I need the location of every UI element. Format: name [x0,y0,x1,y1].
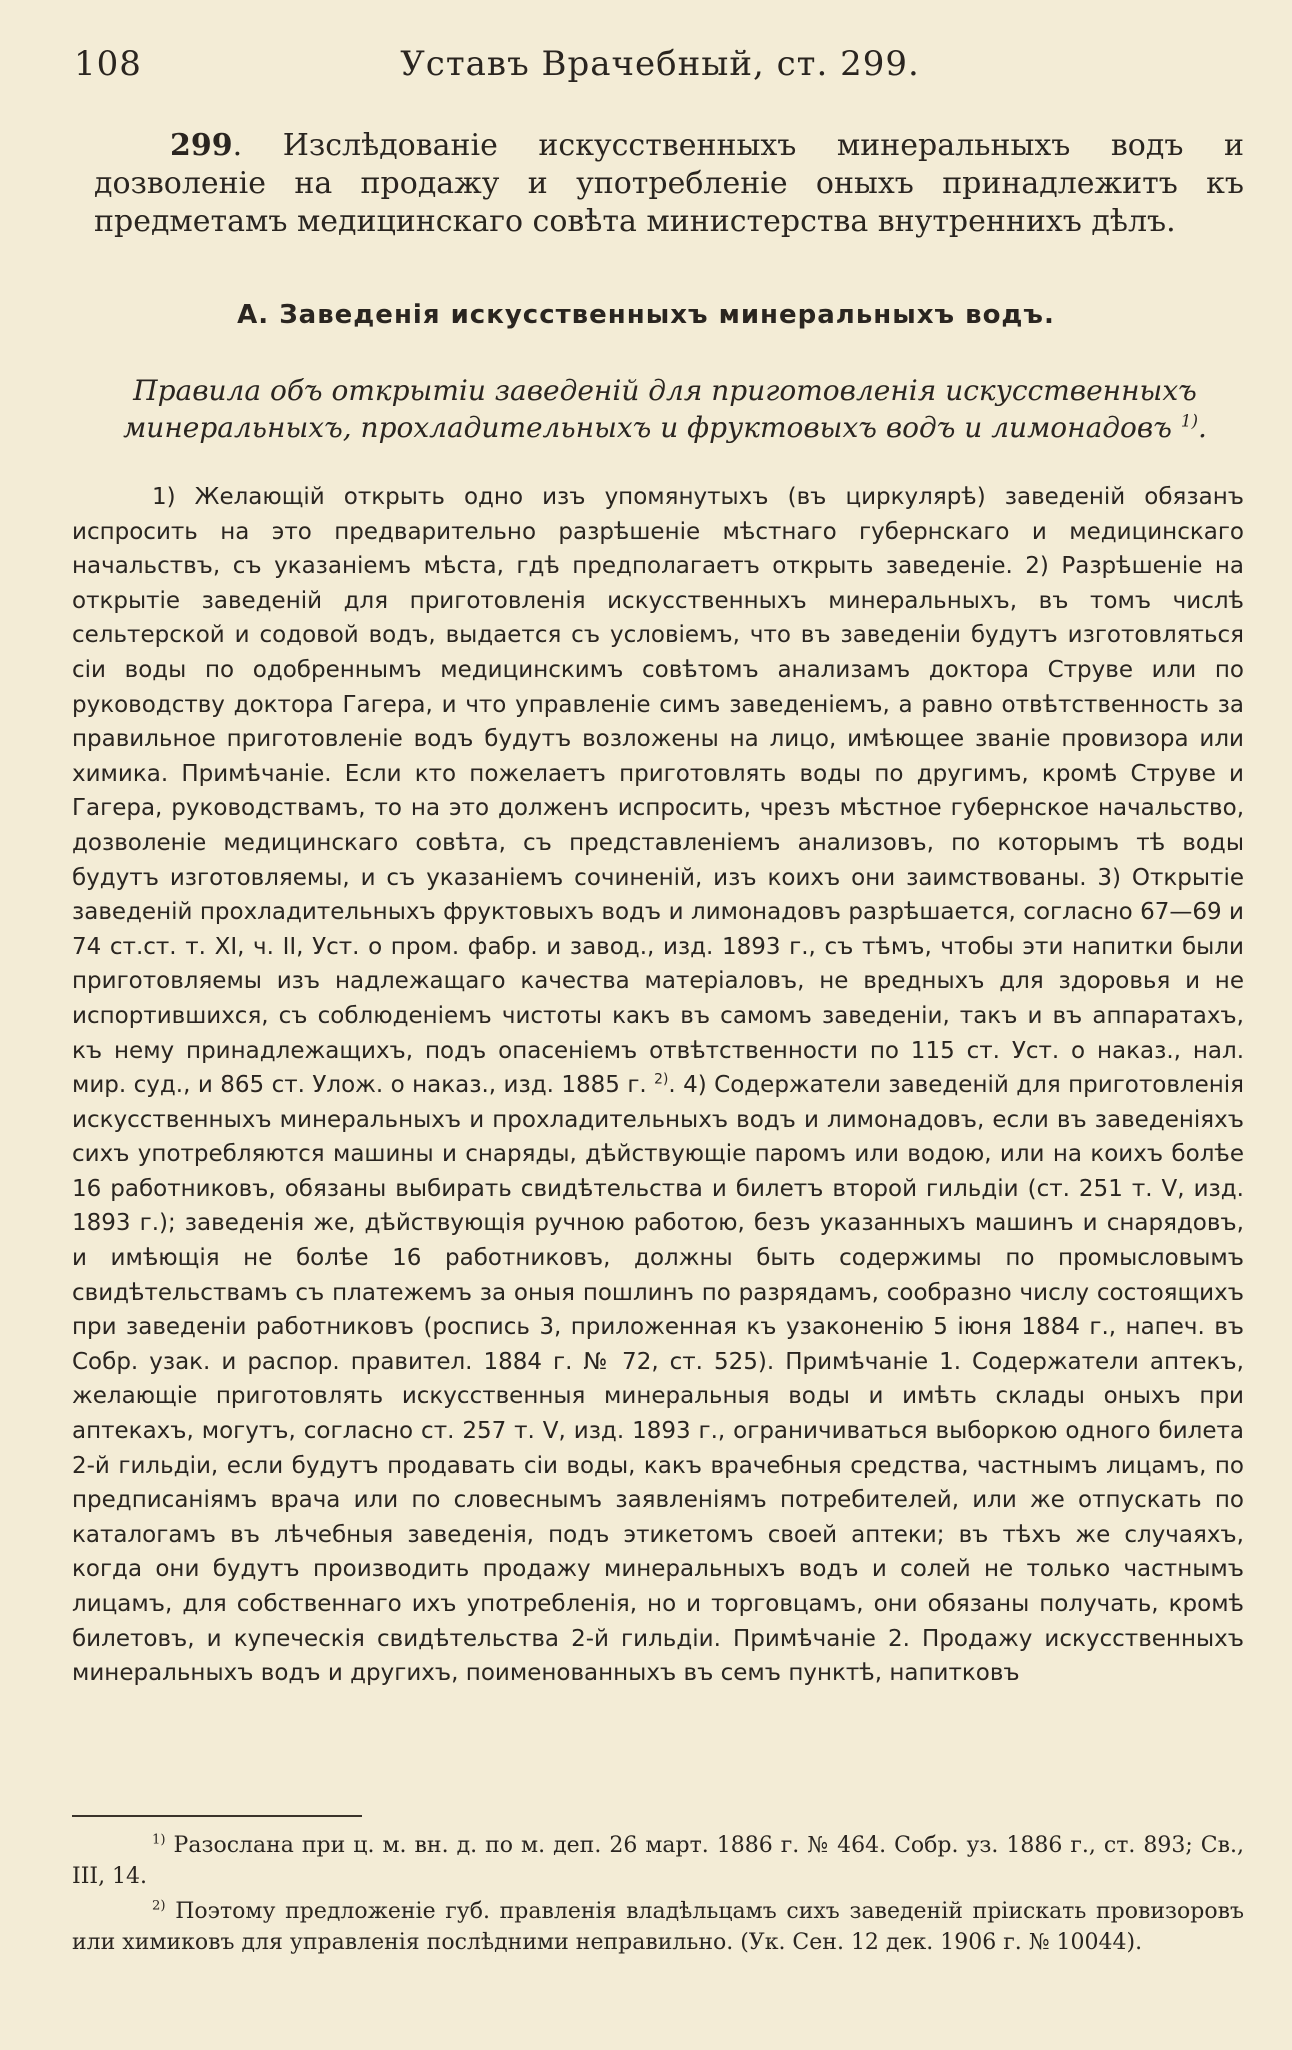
footnote-ref-2: 2) [654,1071,669,1088]
article-number: 299 [170,128,233,163]
footnote-1 [72,1830,1244,1892]
body-text-part-1: 1) Желающій открыть одно изъ упомянутыхъ (въ циркулярѣ) заведеній обязанъ испросить на это предварительно разрѣшеніе мѣстнаго губернскаго и медицинскаго начальствъ, съ указаніемъ мѣста, гдѣ предполагаетъ открыть заведеніе. 2) Разрѣшеніе на открытіе заведеній для приготовленія искусственныхъ минеральныхъ, въ томъ числѣ сельтерской и содовой водъ, выдается съ условіемъ, что въ заведеніи будутъ изготовляться сіи воды по одобреннымъ медицинскимъ совѣтомъ анализамъ доктора Струве или по руководству доктора Гагера, и что управленіе симъ заведеніемъ, а равно отвѣтственность за правильное приготовленіе водъ будутъ возложены на лицо, имѣющее званіе провизора или химика. Примѣчаніе. Если кто пожелаетъ приготовлять воды по другимъ, кромѣ Струве и Гагера, руководствамъ, то на это долженъ испросить, чрезъ мѣстное губернское начальство, дозволеніе медицинскаго совѣта, съ представленіемъ анализовъ, по которымъ тѣ воды будутъ изготовляемы, и съ указаніемъ сочиненій, изъ коихъ они заимствованы. 3) Открытіе заведеній прохладительныхъ фруктовыхъ водъ и лимонадовъ разрѣшается, согласно 67—69 и 74 ст.ст. т. XI, ч. II, Уст. о пром. фабр. и завод., изд. 1893 г., съ тѣмъ, чтобы эти напитки были приготовляемы изъ надлежащаго качества матеріаловъ, не вредныхъ для здоровья и не испортившихся, съ соблюденіемъ чистоты какъ въ самомъ заведеніи, такъ и въ аппаратахъ, къ нему принадлежащихъ, подъ опасеніемъ отвѣтственности по 115 ст. Уст. о наказ., нал. мир. суд., и 865 ст. Улож. о наказ., изд. 1885 г. [72,484,1244,1099]
footnote-2 [72,1896,1244,1958]
body-text-part-2: . 4) Содержатели заведеній для приготовленія искусственныхъ минеральныхъ и прохладительныхъ водъ и лимонадовъ, если въ заведеніяхъ сихъ употребляются машины и снаряды, дѣйствующіе паромъ или водою, или на коихъ болѣе 16 работниковъ, обязаны выбирать свидѣтельства и билетъ второй гильдіи (ст. 251 т. V, изд. 1893 г.); заведенія же, дѣйствующія ручною работою, безъ указанныхъ машинъ и снарядовъ, и имѣющія не болѣе 16 работниковъ, должны быть содержимы по промысловымъ свидѣтельствамъ съ платежемъ за оныя пошлинъ по разрядамъ, сообразно числу состоящихъ при заведеніи работниковъ (роспись 3, приложенная къ узаконенію 5 іюня 1884 г., напеч. въ Собр. узак. и распор. правител. 1884 г. № 72, ст. 525). Примѣчаніе 1. Содержатели аптекъ, желающіе приготовлять искусственныя минеральныя воды и имѣть склады оныхъ при аптекахъ, могутъ, согласно ст. 257 т. V, изд. 1893 г., ограничиваться выборкою одного билета 2-й гильдіи, если будутъ продавать сіи воды, какъ врачебныя средства, частнымъ лицамъ, по предписаніямъ врача или по словеснымъ заявленіямъ потребителей, или же отпускать по каталогамъ въ лѣчебныя заведенія, подъ этикетомъ своей аптеки; въ тѣхъ же случаяхъ, когда они будутъ производить продажу минеральныхъ водъ и солей не только частнымъ лицамъ, для собственнаго ихъ употребленія, но и торговцамъ, они обязаны получать, кромѣ билетовъ, и купеческія свидѣтельства 2-й гильдіи. Примѣчаніе 2. Продажу искусственныхъ минеральныхъ водъ и другихъ, поименованныхъ въ семъ пунктѣ, напитковъ [72,1072,1245,1687]
article-text: . Изслѣдованіе искусственныхъ минеральныхъ водъ и дозволеніе на продажу и употребленіе оныхъ принадлежитъ къ предметамъ медицинскаго совѣта министерства внутреннихъ дѣлъ. [94,128,1244,239]
footnote-1-marker: 1) [152,1832,166,1848]
rules-body [72,480,1244,1691]
running-title: Уставъ Врачебный, ст. 299. [400,44,920,84]
rules-title: Правила объ открытіи заведеній для приготовленія искусственныхъ минеральныхъ, прохладительныхъ и фруктовыхъ водъ и лимонадовъ $^{1)}$. [123,374,1207,444]
footnote-2-marker: 2) [152,1898,166,1914]
page-number: 108 [74,44,142,84]
section-heading: А. Заведенія искусственныхъ минеральныхъ водъ. [237,300,1055,330]
footnote-divider [72,1815,362,1817]
footnote-ref-1: 1) [1180,410,1199,431]
rules-title-text: Правила объ открытіи заведеній для приготовленія искусственныхъ минеральныхъ, прохладительныхъ и фруктовыхъ водъ и лимонадовъ [123,374,1197,444]
footnote-2-text: Поэтому предложеніе губ. правленія владѣльцамъ сихъ заведеній пріискать провизоровъ или химиковъ для управленія послѣдними неправильно. (Ук. Сен. 12 дек. 1906 г. № 10044). [72,1899,1244,1955]
footnote-1-text: Разослана при ц. м. вн. д. по м. деп. 26 март. 1886 г. № 464. Собр. уз. 1886 г., ст. 893; Св., III, 14. [72,1833,1244,1889]
page-header [74,44,1246,94]
article-299 [94,127,1244,241]
footnotes [72,1830,1244,1962]
